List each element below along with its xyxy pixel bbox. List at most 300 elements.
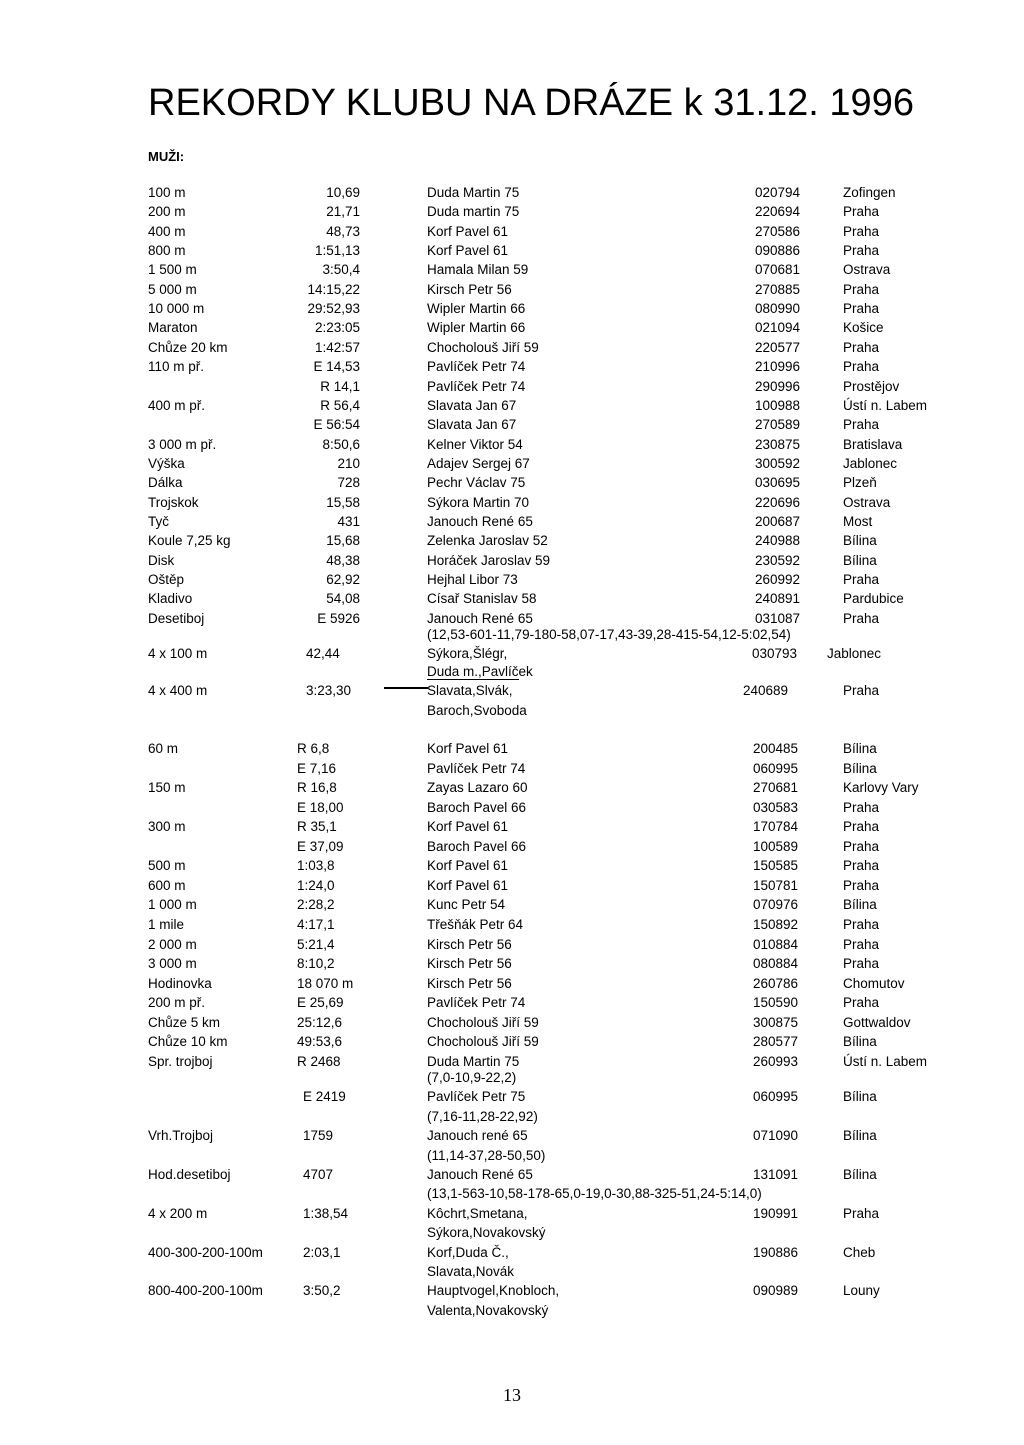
athlete: Sýkora Martin 70 bbox=[427, 494, 530, 510]
table-row bbox=[0, 1225, 1024, 1244]
performance: 5:21,4 bbox=[297, 936, 335, 952]
performance: 1:24,0 bbox=[297, 877, 335, 893]
performance: 210 bbox=[337, 455, 360, 471]
place: Praha bbox=[843, 877, 880, 893]
place: Plzeň bbox=[843, 475, 877, 491]
date: 280577 bbox=[752, 1034, 798, 1050]
athlete: Pavlíček Petr 74 bbox=[427, 359, 526, 375]
table-row bbox=[0, 1089, 1024, 1108]
event: Tyč bbox=[148, 513, 170, 529]
table-row bbox=[0, 572, 1024, 591]
event: Desetiboj bbox=[148, 610, 205, 626]
place: Prostějov bbox=[843, 378, 900, 394]
table-row bbox=[0, 591, 1024, 610]
date: 070976 bbox=[752, 897, 798, 913]
performance: 4707 bbox=[303, 1167, 334, 1182]
date: 010884 bbox=[752, 936, 798, 952]
athlete: Pavlíček Petr 74 bbox=[427, 378, 526, 394]
place: Bílina bbox=[843, 897, 877, 913]
athlete: (7,16-11,28-22,92) bbox=[427, 1108, 538, 1124]
place: Bílina bbox=[843, 741, 877, 756]
athlete: Horáček Jaroslav 59 bbox=[427, 552, 551, 568]
place: Košice bbox=[843, 320, 884, 336]
table-row bbox=[0, 780, 1024, 799]
date: 230592 bbox=[754, 552, 800, 568]
date: 060995 bbox=[752, 760, 798, 776]
event: Vrh.Trojboj bbox=[148, 1128, 214, 1144]
date: 021094 bbox=[754, 320, 800, 336]
date: 090886 bbox=[754, 243, 800, 259]
place: Praha bbox=[843, 339, 880, 355]
performance: R 2468 bbox=[297, 1053, 341, 1069]
event: Koule 7,25 kg bbox=[148, 533, 231, 549]
athlete: (11,14-37,28-50,50) bbox=[427, 1147, 546, 1163]
performance: 1:38,54 bbox=[303, 1205, 349, 1221]
table-row bbox=[0, 741, 1024, 760]
place: Bílina bbox=[843, 1167, 877, 1182]
table-row bbox=[0, 456, 1024, 475]
event: 10 000 m bbox=[148, 301, 205, 317]
athlete: Wipler Martin 66 bbox=[427, 301, 526, 317]
event: 3 000 m bbox=[148, 956, 197, 972]
performance: E 25,69 bbox=[297, 995, 344, 1011]
date: 240891 bbox=[754, 591, 800, 607]
athlete: Janouch René 65 bbox=[427, 1167, 533, 1182]
event: 600 m bbox=[148, 877, 186, 893]
athlete: Janouch rené 65 bbox=[427, 1128, 528, 1144]
date: 100589 bbox=[752, 838, 798, 854]
event: 5 000 m bbox=[148, 281, 197, 297]
performance: 4:17,1 bbox=[297, 916, 335, 932]
performance: E 2419 bbox=[303, 1089, 346, 1105]
event: 200 m př. bbox=[148, 995, 206, 1011]
date: 200687 bbox=[754, 513, 800, 529]
date: 071090 bbox=[752, 1128, 798, 1144]
table-row bbox=[0, 475, 1024, 494]
athlete: Slavata Jan 67 bbox=[427, 397, 517, 413]
date: 260993 bbox=[752, 1053, 798, 1069]
table-row bbox=[0, 897, 1024, 916]
athlete: Valenta,Novakovský bbox=[427, 1302, 549, 1318]
table-row bbox=[0, 1109, 1024, 1128]
place: Jablonec bbox=[827, 646, 882, 661]
page-title: REKORDY KLUBU NA DRÁZE k 31.12. 1996 bbox=[148, 82, 914, 124]
athlete: Kirsch Petr 56 bbox=[427, 956, 512, 972]
date: 020794 bbox=[754, 185, 800, 200]
athlete: Korf Pavel 61 bbox=[427, 741, 509, 756]
performance: 2:03,1 bbox=[303, 1244, 341, 1260]
performance: 8:10,2 bbox=[297, 956, 335, 972]
page-number: 13 bbox=[503, 1385, 521, 1405]
table-row bbox=[0, 185, 1024, 204]
event: Trojskok bbox=[148, 494, 199, 510]
table-row bbox=[0, 1070, 1024, 1089]
table-row bbox=[0, 956, 1024, 975]
athlete: Kirsch Petr 56 bbox=[427, 936, 512, 952]
table-row bbox=[0, 1206, 1024, 1225]
place: Praha bbox=[843, 683, 880, 698]
date: 090989 bbox=[752, 1283, 798, 1299]
event: 60 m bbox=[148, 741, 179, 756]
performance: 1:03,8 bbox=[297, 858, 335, 874]
date: 150585 bbox=[752, 858, 798, 874]
place: Gottwaldov bbox=[843, 1014, 911, 1030]
athlete: Pavlíček Petr 74 bbox=[427, 760, 526, 776]
athlete: Kirsch Petr 56 bbox=[427, 975, 512, 991]
performance: E 18,00 bbox=[297, 799, 344, 815]
date: 240988 bbox=[754, 533, 800, 549]
table-row bbox=[0, 243, 1024, 262]
event: 400 m bbox=[148, 223, 186, 239]
athlete: Hauptvogel,Knobloch, bbox=[427, 1283, 560, 1299]
date: 210996 bbox=[754, 359, 800, 375]
table-row bbox=[0, 1167, 1024, 1186]
performance: 10,69 bbox=[326, 185, 360, 200]
place: Chomutov bbox=[843, 975, 905, 991]
athlete: (7,0-10,9-22,2) bbox=[427, 1070, 517, 1085]
performance: 8:50,6 bbox=[322, 436, 360, 452]
performance: E 14,53 bbox=[313, 359, 360, 375]
date: 080990 bbox=[754, 301, 800, 317]
date: 190886 bbox=[752, 1244, 798, 1260]
place: Praha bbox=[843, 936, 880, 952]
date: 300875 bbox=[752, 1014, 798, 1030]
event: Spr. trojboj bbox=[148, 1053, 213, 1069]
date: 200485 bbox=[752, 741, 798, 756]
athlete: Duda martin 75 bbox=[427, 204, 520, 220]
performance: 29:52,93 bbox=[307, 301, 360, 317]
place: Praha bbox=[843, 916, 880, 932]
event: Chůze 5 km bbox=[148, 1014, 221, 1030]
place: Bílina bbox=[843, 533, 877, 549]
decathlon-detail-row bbox=[0, 627, 1024, 646]
athlete: Wipler Martin 66 bbox=[427, 320, 526, 336]
performance: 1759 bbox=[303, 1128, 334, 1144]
athlete: Chocholouš Jiří 59 bbox=[427, 339, 539, 355]
place: Bílina bbox=[843, 760, 877, 776]
event: Výška bbox=[148, 455, 185, 471]
event: Disk bbox=[148, 552, 175, 568]
event: Chůze 20 km bbox=[148, 339, 228, 355]
athlete: Pechr Václav 75 bbox=[427, 475, 526, 491]
date: 080884 bbox=[752, 956, 798, 972]
event: 3 000 m př. bbox=[148, 436, 217, 452]
relay-members: Baroch,Svoboda bbox=[427, 703, 527, 718]
date: 060995 bbox=[752, 1089, 798, 1105]
event: 1 000 m bbox=[148, 897, 197, 913]
event: Hod.desetiboj bbox=[148, 1167, 231, 1182]
date: 230875 bbox=[754, 436, 800, 452]
athlete: Chocholouš Jiří 59 bbox=[427, 1014, 539, 1030]
athlete: Duda Martin 75 bbox=[427, 185, 520, 200]
table-row bbox=[0, 533, 1024, 552]
table-row bbox=[0, 819, 1024, 838]
athlete: (13,1-563-10,58-178-65,0-19,0-30,88-325-51,24-5:14,0) bbox=[427, 1186, 762, 1202]
place: Cheb bbox=[843, 1244, 876, 1260]
place: Praha bbox=[843, 1205, 880, 1221]
table-row bbox=[0, 1128, 1024, 1147]
athlete: Zayas Lazaro 60 bbox=[427, 780, 528, 796]
place: Pardubice bbox=[843, 591, 904, 607]
athlete: Baroch Pavel 66 bbox=[427, 799, 527, 815]
place: Praha bbox=[843, 417, 880, 433]
athlete: Kunc Petr 54 bbox=[427, 897, 506, 913]
event: 1 500 m bbox=[148, 262, 197, 278]
place: Ostrava bbox=[843, 262, 891, 278]
performance: R 35,1 bbox=[297, 819, 337, 835]
event: 400-300-200-100m bbox=[148, 1244, 263, 1260]
athlete: Korf Pavel 61 bbox=[427, 223, 509, 239]
table-row bbox=[0, 437, 1024, 456]
event: 800-400-200-100m bbox=[148, 1283, 263, 1299]
performance: 21,71 bbox=[326, 204, 360, 220]
place: Bílina bbox=[843, 1034, 877, 1050]
decathlon-detail: (12,53-601-11,79-180-58,07-17,43-39,28-415-54,12-5:02,54) bbox=[427, 627, 791, 642]
place: Praha bbox=[843, 819, 880, 835]
athlete: Duda Martin 75 bbox=[427, 1053, 520, 1069]
performance: 2:28,2 bbox=[297, 897, 335, 913]
place: Jablonec bbox=[843, 455, 898, 471]
table-row bbox=[0, 858, 1024, 877]
athlete: Hejhal Libor 73 bbox=[427, 572, 518, 587]
table-row bbox=[0, 1283, 1024, 1302]
place: Louny bbox=[843, 1283, 880, 1299]
table-row bbox=[0, 282, 1024, 301]
athlete: Korf Pavel 61 bbox=[427, 819, 509, 835]
performance: 54,08 bbox=[326, 591, 360, 607]
place: Praha bbox=[843, 243, 880, 259]
date: 170784 bbox=[752, 819, 798, 835]
event: 4 x 100 m bbox=[148, 646, 208, 661]
athlete: Korf Pavel 61 bbox=[427, 858, 509, 874]
event: 800 m bbox=[148, 243, 186, 259]
place: Ústí n. Labem bbox=[843, 1053, 928, 1069]
event: Oštěp bbox=[148, 572, 185, 587]
date: 150892 bbox=[752, 916, 798, 932]
event: 2 000 m bbox=[148, 936, 197, 952]
date: 260786 bbox=[752, 975, 798, 991]
table-row bbox=[0, 224, 1024, 243]
date: 190991 bbox=[752, 1205, 798, 1221]
event: Kladivo bbox=[148, 591, 193, 607]
date: 270589 bbox=[754, 417, 800, 433]
athlete: Baroch Pavel 66 bbox=[427, 838, 527, 854]
athlete: Třešňák Petr 64 bbox=[427, 916, 524, 932]
performance: 62,92 bbox=[326, 572, 360, 587]
place: Praha bbox=[843, 572, 880, 587]
performance: R 6,8 bbox=[297, 741, 330, 756]
place: Ústí n. Labem bbox=[843, 397, 928, 413]
performance: 3:50,4 bbox=[322, 262, 360, 278]
date: 220696 bbox=[754, 494, 800, 510]
athlete: Slavata Jan 67 bbox=[427, 417, 517, 433]
table-row bbox=[0, 839, 1024, 858]
table-row bbox=[0, 1245, 1024, 1264]
performance: 3:23,30 bbox=[306, 683, 352, 698]
athlete: Kirsch Petr 56 bbox=[427, 281, 512, 297]
underline-mark bbox=[427, 679, 519, 680]
date: 220694 bbox=[754, 204, 800, 220]
table-row bbox=[0, 1034, 1024, 1053]
performance: 431 bbox=[337, 513, 360, 529]
table-row bbox=[0, 495, 1024, 514]
table-row bbox=[0, 262, 1024, 281]
place: Most bbox=[843, 513, 873, 529]
place: Praha bbox=[843, 956, 880, 972]
event: 1 mile bbox=[148, 916, 185, 932]
date: 300592 bbox=[754, 455, 800, 471]
performance: 1:42:57 bbox=[314, 339, 360, 355]
relay-row-4x100 bbox=[0, 646, 1024, 665]
table-row bbox=[0, 379, 1024, 398]
performance: 15,68 bbox=[326, 533, 360, 549]
date: 030793 bbox=[752, 646, 798, 661]
table-row bbox=[0, 800, 1024, 819]
relay-members: Duda m.,Pavlíček bbox=[427, 664, 533, 679]
date: 150781 bbox=[752, 877, 798, 893]
place: Bratislava bbox=[843, 436, 903, 452]
table-row bbox=[0, 204, 1024, 223]
place: Praha bbox=[843, 359, 880, 375]
table-row bbox=[0, 937, 1024, 956]
date: 260992 bbox=[754, 572, 800, 587]
date: 270681 bbox=[752, 780, 798, 796]
date: 070681 bbox=[754, 262, 800, 278]
athlete: Sýkora,Novakovský bbox=[427, 1225, 546, 1241]
place: Karlovy Vary bbox=[843, 780, 919, 796]
table-row bbox=[0, 398, 1024, 417]
place: Bílina bbox=[843, 1128, 877, 1144]
athlete: Korf,Duda Č., bbox=[427, 1244, 509, 1260]
athlete: Chocholouš Jiří 59 bbox=[427, 1034, 539, 1050]
performance: 48,73 bbox=[326, 223, 360, 239]
relay-row-4x400-line2 bbox=[0, 703, 1024, 722]
date: 030695 bbox=[754, 475, 800, 491]
performance: 728 bbox=[337, 475, 360, 491]
place: Praha bbox=[843, 204, 880, 220]
performance: 49:53,6 bbox=[297, 1034, 343, 1050]
athlete: Slavata,Novák bbox=[427, 1264, 515, 1279]
event: 4 x 200 m bbox=[148, 1205, 208, 1221]
place: Praha bbox=[843, 301, 880, 317]
table-row bbox=[0, 995, 1024, 1014]
performance: 25:12,6 bbox=[297, 1014, 343, 1030]
date: 131091 bbox=[752, 1167, 798, 1182]
performance: R 56,4 bbox=[320, 397, 360, 413]
place: Praha bbox=[843, 281, 880, 297]
performance: E 56:54 bbox=[313, 417, 360, 433]
table-row bbox=[0, 320, 1024, 339]
place: Bílina bbox=[843, 1089, 877, 1105]
performance: 3:50,2 bbox=[303, 1283, 341, 1299]
performance: 14:15,22 bbox=[307, 281, 360, 297]
place: Praha bbox=[843, 838, 880, 854]
date: 030583 bbox=[752, 799, 798, 815]
athlete: Kôchrt,Smetana, bbox=[427, 1205, 528, 1221]
table-row bbox=[0, 1264, 1024, 1283]
event: 500 m bbox=[148, 858, 186, 874]
event: 100 m bbox=[148, 185, 186, 200]
athlete: Korf Pavel 61 bbox=[427, 243, 509, 259]
date: 150590 bbox=[752, 995, 798, 1011]
athlete: Janouch René 65 bbox=[427, 610, 533, 626]
table-row bbox=[0, 917, 1024, 936]
place: Praha bbox=[843, 610, 880, 626]
date: 031087 bbox=[754, 610, 800, 626]
event: 300 m bbox=[148, 819, 186, 835]
athlete: Hamala Milan 59 bbox=[427, 262, 529, 278]
performance: 48,38 bbox=[326, 552, 360, 568]
performance: R 14,1 bbox=[320, 378, 360, 394]
athlete: Pavlíček Petr 74 bbox=[427, 995, 526, 1011]
performance: E 5926 bbox=[317, 610, 360, 626]
performance: R 16,8 bbox=[297, 780, 337, 796]
place: Praha bbox=[843, 995, 880, 1011]
table-row bbox=[0, 417, 1024, 436]
event: 400 m př. bbox=[148, 397, 206, 413]
athlete: Sýkora,Šlégr, bbox=[427, 646, 508, 661]
athlete: Pavlíček Petr 75 bbox=[427, 1089, 526, 1105]
place: Praha bbox=[843, 858, 880, 874]
athlete: Kelner Viktor 54 bbox=[427, 436, 523, 452]
performance: E 7,16 bbox=[297, 760, 337, 776]
date: 270885 bbox=[754, 281, 800, 297]
date: 290996 bbox=[754, 378, 800, 394]
place: Zofingen bbox=[843, 185, 896, 200]
place: Praha bbox=[843, 223, 880, 239]
table-row bbox=[0, 553, 1024, 572]
event: Chůze 10 km bbox=[148, 1034, 228, 1050]
table-row bbox=[0, 340, 1024, 359]
athlete: Slavata,Slvák, bbox=[427, 683, 513, 698]
table-row bbox=[0, 1148, 1024, 1167]
event: Dálka bbox=[148, 475, 183, 491]
performance: 15,58 bbox=[326, 494, 360, 510]
performance: E 37,09 bbox=[297, 838, 344, 854]
table-row bbox=[0, 1015, 1024, 1034]
date: 270586 bbox=[754, 223, 800, 239]
date: 240689 bbox=[743, 683, 789, 698]
athlete: Korf Pavel 61 bbox=[427, 877, 509, 893]
table-row bbox=[0, 1186, 1024, 1205]
event: Hodinovka bbox=[148, 975, 212, 991]
event: 110 m př. bbox=[148, 359, 205, 375]
event: 4 x 400 m bbox=[148, 683, 208, 698]
date: 100988 bbox=[754, 397, 800, 413]
athlete: Zelenka Jaroslav 52 bbox=[427, 533, 548, 549]
table-row bbox=[0, 1303, 1024, 1322]
place: Bílina bbox=[843, 552, 877, 568]
place: Ostrava bbox=[843, 494, 891, 510]
performance: 42,44 bbox=[306, 646, 340, 661]
performance: 2:23:05 bbox=[314, 320, 360, 336]
table-row bbox=[0, 878, 1024, 897]
event: 200 m bbox=[148, 204, 186, 220]
table-row bbox=[0, 301, 1024, 320]
place: Praha bbox=[843, 799, 880, 815]
performance: 1:51,13 bbox=[314, 243, 360, 259]
section-label: MUŽI: bbox=[148, 149, 185, 164]
event: Maraton bbox=[148, 320, 198, 336]
athlete: Janouch René 65 bbox=[427, 513, 533, 529]
table-row bbox=[0, 514, 1024, 533]
relay-row-4x100-line2 bbox=[0, 664, 1024, 683]
athlete: Adajev Sergej 67 bbox=[427, 455, 530, 471]
table-row bbox=[0, 976, 1024, 995]
table-row bbox=[0, 761, 1024, 780]
performance: 18 070 m bbox=[297, 975, 354, 991]
event: 150 m bbox=[148, 780, 186, 796]
